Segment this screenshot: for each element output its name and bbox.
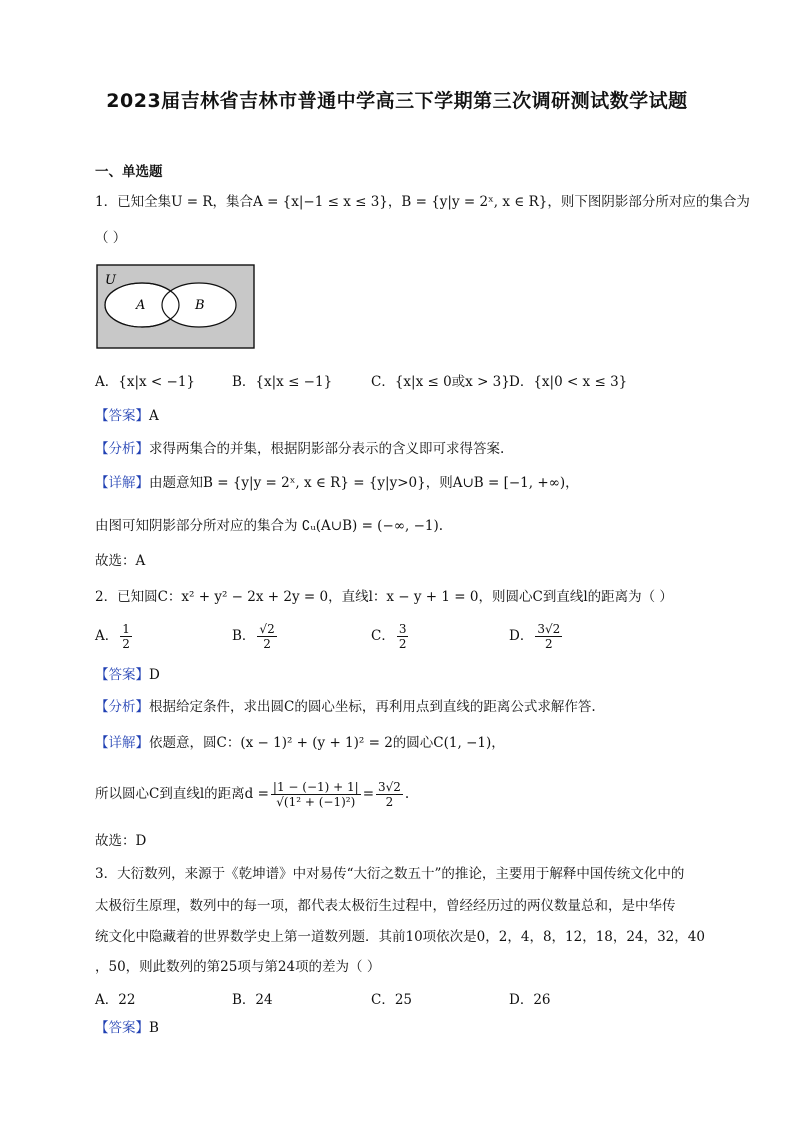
q3-stem-line2: 太极衍生原理，数列中的每一项，都代表太极衍生过程中，曾经经历过的两仪数量总和，是中华传 <box>95 898 676 914</box>
q2-analysis <box>95 697 596 717</box>
q1-conclusion: 故选：A <box>95 553 146 569</box>
q1-detail-line2: 由图可知阴影部分所对应的集合为 ∁ᵤ(A∪B) = (−∞, −1). <box>95 518 444 534</box>
q2-answer <box>95 665 160 685</box>
q2-option-b: B． $\frac{√2}{2}$ <box>232 622 275 651</box>
q3-answer-value: B <box>149 1020 159 1036</box>
q1-detail-text: 由题意知B = {y|y = 2ˣ, x ∈ R} = {y|y>0}，则A∪B = [−1, +∞)， <box>149 475 579 491</box>
q2-stem: 2．已知圆C：x² + y² − 2x + 2y = 0，直线l：x − y + 1 = 0，则圆心C到直线l的距离为（ ） <box>95 589 673 605</box>
section-heading: 一、单选题 <box>95 164 163 180</box>
q1-stem-line1: 1．已知全集U = R，集合A = {x|−1 ≤ x ≤ 3}，B = {y|y = 2ˣ, x ∈ R}，则下图阴影部分所对应的集合为 <box>95 194 750 210</box>
q2-answer-value: D <box>149 667 160 683</box>
q2-detail <box>95 733 505 753</box>
q1-answer <box>95 406 159 426</box>
q1-option-c: C．{x|x ≤ 0或x > 3} <box>371 374 510 390</box>
q1-stem-line2: （ ） <box>95 230 127 246</box>
answer-tag: 【答案】 <box>95 408 149 424</box>
q1-analysis-text: 求得两集合的并集，根据阴影部分表示的含义即可求得答案. <box>149 441 505 457</box>
q1-option-a: A．{x|x < −1} <box>95 374 195 390</box>
q1-answer-value: A <box>149 408 159 424</box>
venn-label-b: B <box>195 298 205 313</box>
q2-conclusion: 故选：D <box>95 833 147 849</box>
q1-analysis <box>95 439 504 459</box>
analysis-tag: 【分析】 <box>95 699 149 715</box>
q2-detail-text: 依题意，圆C：(x − 1)² + (y + 1)² = 2的圆心C(1, −1)， <box>149 735 505 751</box>
detail-tag: 【详解】 <box>95 735 149 751</box>
venn-label-a: A <box>136 298 146 313</box>
q2-option-a: A． $\frac{1}{2}$ <box>95 622 130 651</box>
answer-tag: 【答案】 <box>95 667 149 683</box>
q2-analysis-text: 根据给定条件，求出圆C的圆心坐标，再利用点到直线的距离公式求解作答. <box>149 699 596 715</box>
venn-diagram <box>96 264 256 350</box>
q3-stem-line4: ，50，则此数列的第25项与第24项的差为（ ） <box>95 959 381 975</box>
venn-label-u: U <box>105 273 116 288</box>
q3-stem-line3: 统文化中隐藏着的世界数学史上第一道数列题．其前10项依次是0，2，4，8，12，18，24，32，40 <box>95 929 705 945</box>
q3-option-c: C．25 <box>371 992 413 1008</box>
q3-stem-line1: 3．大衍数列，来源于《乾坤谱》中对易传“大衍之数五十”的推论，主要用于解释中国传统文化中的 <box>95 866 685 882</box>
q1-option-b: B．{x|x ≤ −1} <box>232 374 333 390</box>
analysis-tag: 【分析】 <box>95 441 149 457</box>
q2-option-c: C． $\frac{3}{2}$ <box>371 622 407 651</box>
q1-detail <box>95 473 579 493</box>
q3-option-a: A．22 <box>95 992 136 1008</box>
answer-tag: 【答案】 <box>95 1020 149 1036</box>
page-title: 2023届吉林省吉林市普通中学高三下学期第三次调研测试数学试题 <box>106 90 688 112</box>
q3-option-b: B．24 <box>232 992 273 1008</box>
q1-option-d: D．{x|0 < x ≤ 3} <box>509 374 628 390</box>
q3-answer <box>95 1018 159 1038</box>
q3-option-d: D．26 <box>509 992 551 1008</box>
q2-detail-line2: 所以圆心C到直线l的距离d = $\frac{|1 - (-1) + 1|}{\text{√(1² + (−1)²)}}$ = $\frac{3√2}{2}$ . <box>95 780 410 809</box>
q2-option-d: D． $\frac{3√2}{2}$ <box>509 622 561 651</box>
detail-tag: 【详解】 <box>95 475 149 491</box>
